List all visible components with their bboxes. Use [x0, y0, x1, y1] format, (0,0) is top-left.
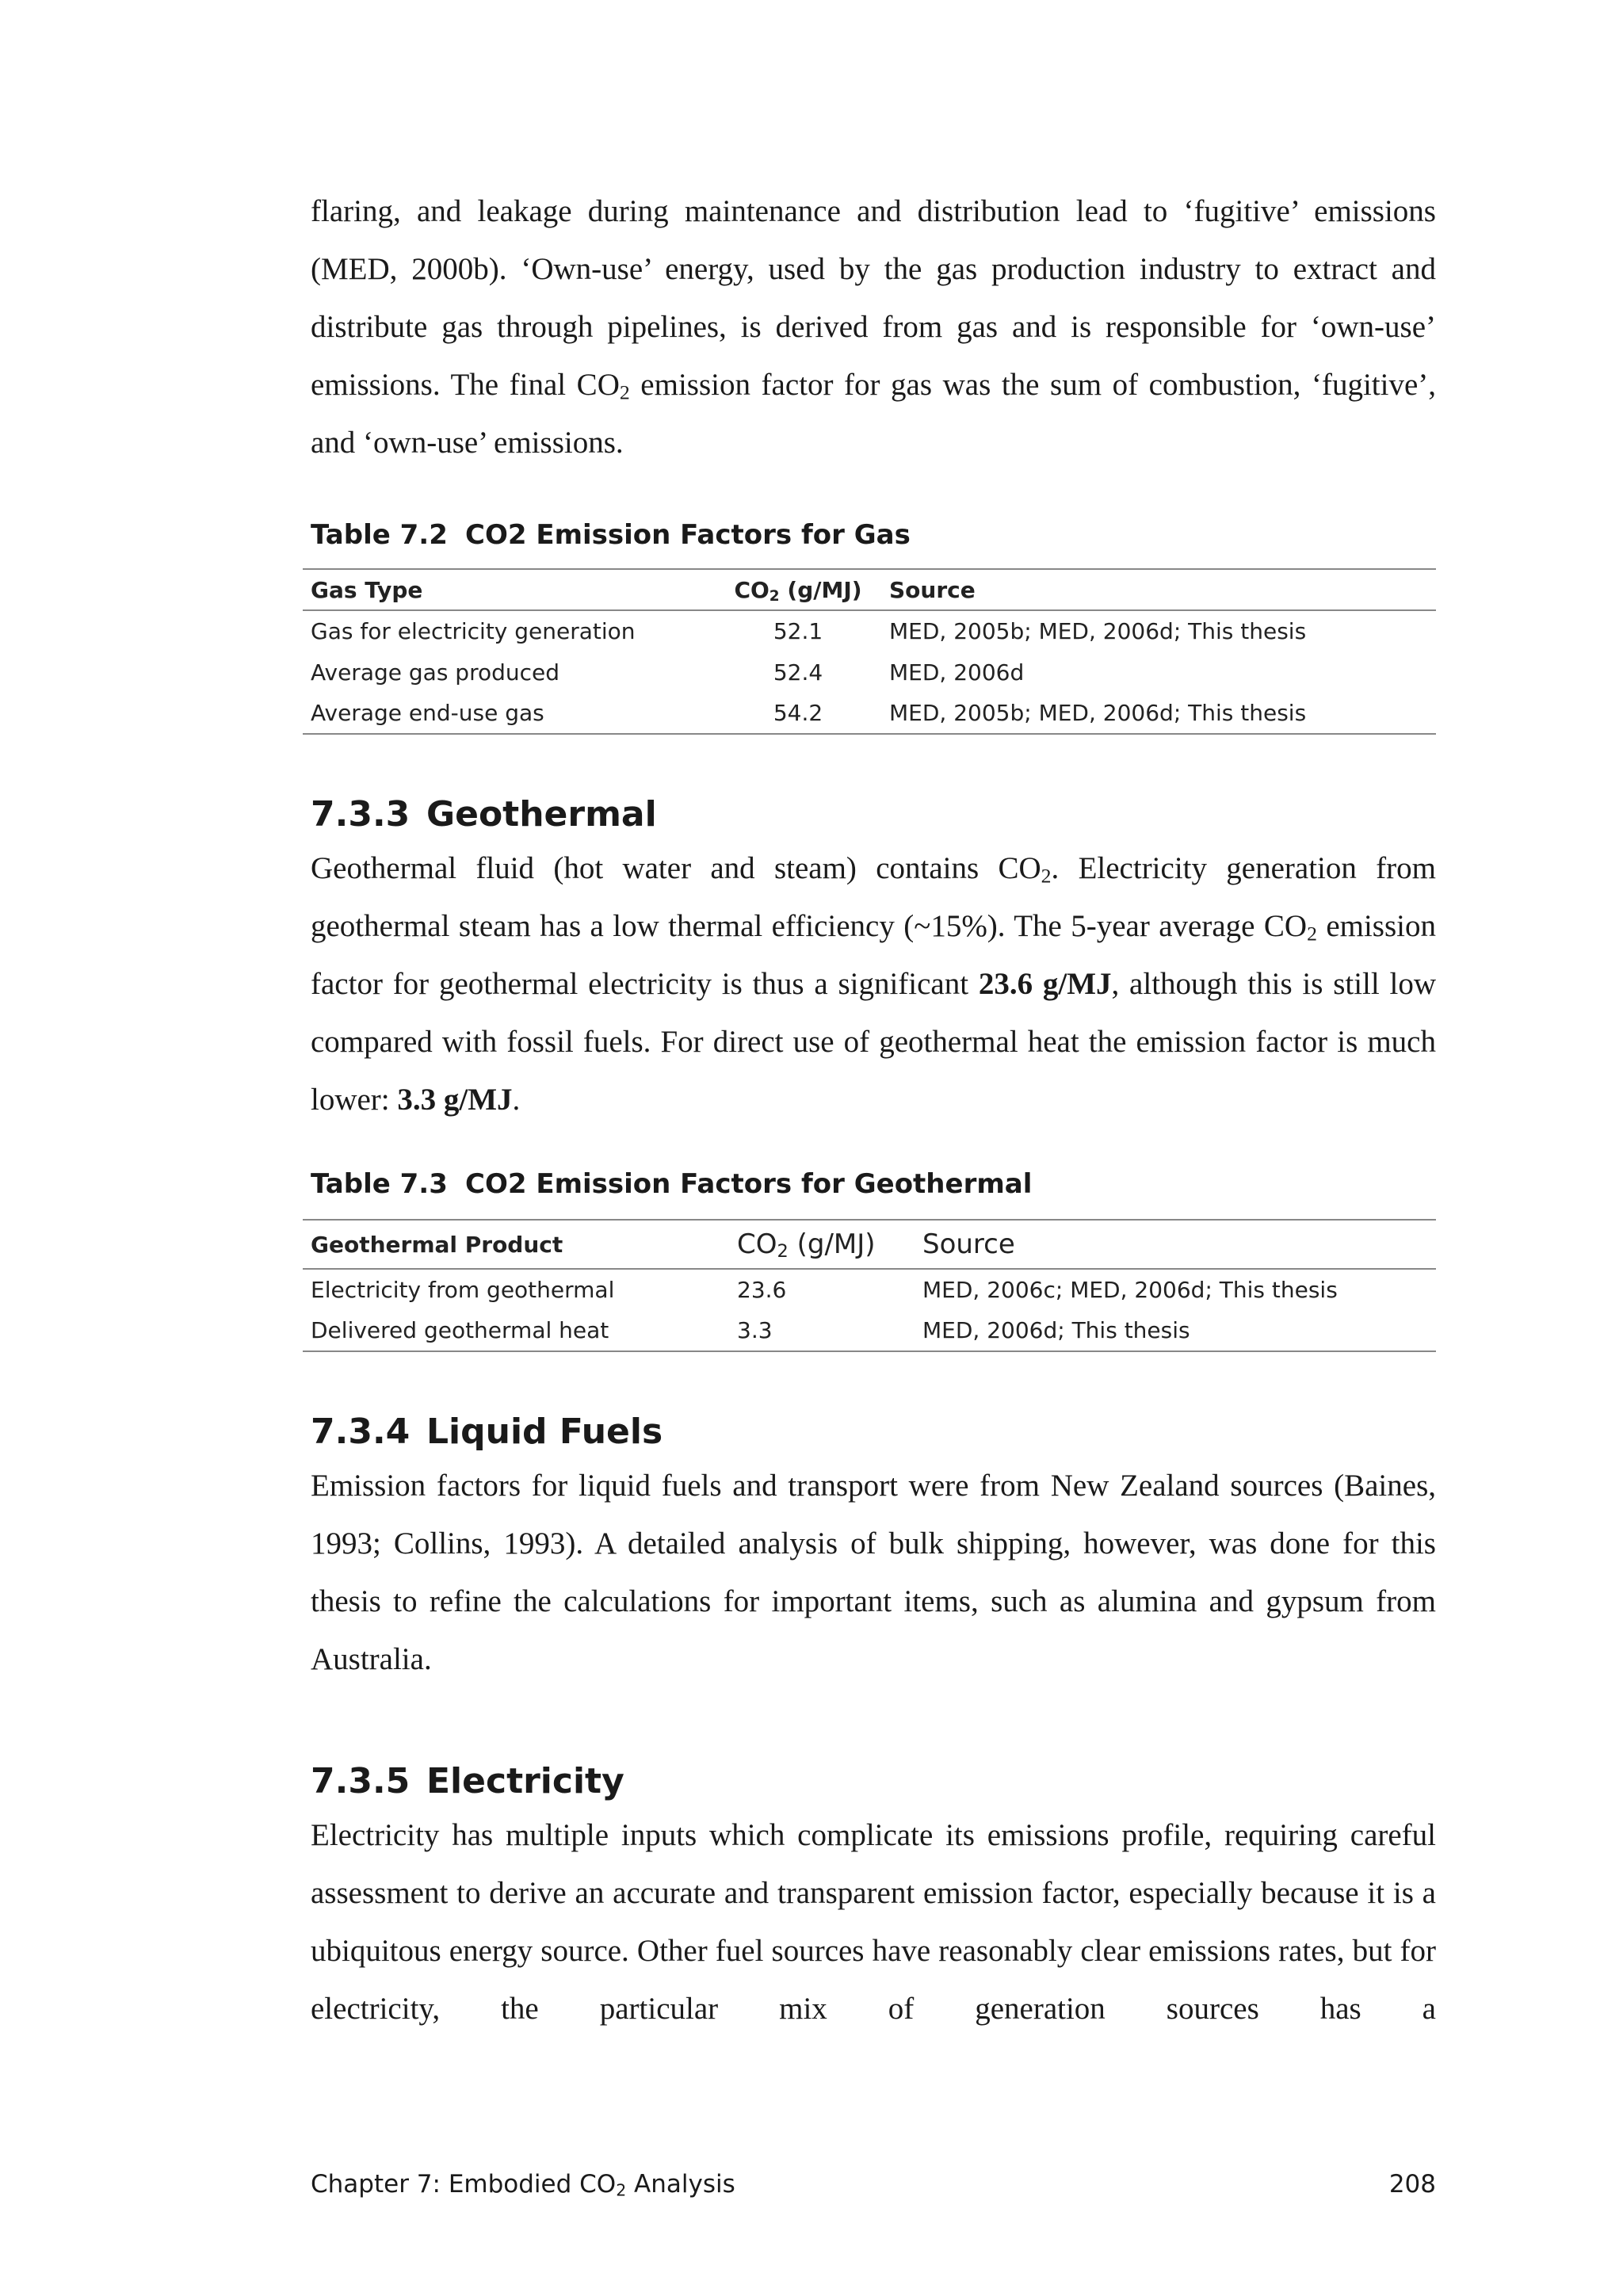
table-row: Delivered geothermal heat 3.3 MED, 2006d; This thesis [303, 1310, 1436, 1351]
table-row: Average end-use gas 54.2 MED, 2005b; MED, 2006d; This thesis [303, 693, 1436, 734]
section-heading-geothermal: 7.3.3 Geothermal [311, 794, 657, 835]
header-gas-type: Gas Type [311, 576, 423, 603]
table-row: Average gas produced 52.4 MED, 2006d [311, 659, 1025, 686]
header-geothermal-product: Geothermal Product [311, 1231, 563, 1258]
page-content [311, 182, 1436, 2038]
table-number: Table 7.3 [311, 1168, 448, 1200]
header-co2: $CO_2$ (g/MJ) [737, 1228, 876, 1262]
table-7-3-caption [311, 1168, 1436, 1200]
liquid-fuels-paragraph: Emission factors for liquid fuels and transport were from New Zealand sources (Baines, 1993; Collins, 1993). A detailed analysis of bulk shipping, however, was done for this thesis to refine the calculations for important items, such as alumina and gypsum from Australia. [311, 1469, 1436, 1676]
section-heading-electricity: 7.3.5 Electricity [311, 1761, 624, 1801]
header-co2: $CO_2$ (g/MJ) [734, 576, 862, 605]
chapter-title: Chapter 7: Embodied $CO_2$ Analysis [311, 2170, 735, 2200]
page-number: 208 [1388, 2170, 1436, 2199]
table-7-2-caption [311, 519, 1436, 551]
table-number: Table 7.2 [311, 519, 448, 551]
table-row: Gas for electricity generation 52.1 MED, 2005b; MED, 2006d; This thesis [311, 618, 1307, 644]
page-footer [311, 2170, 1436, 2199]
table-row: Electricity from geothermal 23.6 MED, 2006c; MED, 2006d; This thesis [311, 1277, 1338, 1303]
table-7-2 [303, 568, 1436, 735]
geothermal-paragraph: Geothermal fluid (hot water and steam) contains $CO_2$. Electricity generation from geothermal steam has a low thermal efficiency (~15%). The 5-year average $CO_2$ emission factor for geothermal electricity is thus a significant 23.6 g/MJ, although this is still low compared with fossil fuels. For direct use of geothermal heat the emission factor is much lower: 3.3 g/MJ. [311, 851, 1437, 1117]
section-heading-liquid-fuels: 7.3.4 Liquid Fuels [311, 1412, 663, 1452]
electricity-paragraph: Electricity has multiple inputs which complicate its emissions profile, requiring careful assessment to derive an accurate and transparent emission factor, especially because it is a ubiquitous energy source. Other fuel sources have reasonably clear emissions rates, but for electricity, the particular mix of generation sources has a [311, 1818, 1436, 2026]
table-title: CO2 Emission Factors for Gas [465, 519, 911, 551]
header-source: Source [922, 1228, 1015, 1260]
table-title: CO2 Emission Factors for Geothermal [465, 1168, 1033, 1200]
table-7-3 [303, 1219, 1436, 1352]
intro-paragraph: flaring, and leakage during maintenance and distribution lead to ‘fugitive’ emissions (MED, 2000b). ‘Own-use’ energy, used by the gas production industry to extract and distribute gas through pipelines, is derived from gas and is responsible for ‘own-use’ emissions. The final $CO_2$ emission factor for gas was the sum of combustion, ‘fugitive’, and ‘own-use’ emissions. [311, 194, 1436, 460]
header-source: Source [889, 576, 976, 603]
